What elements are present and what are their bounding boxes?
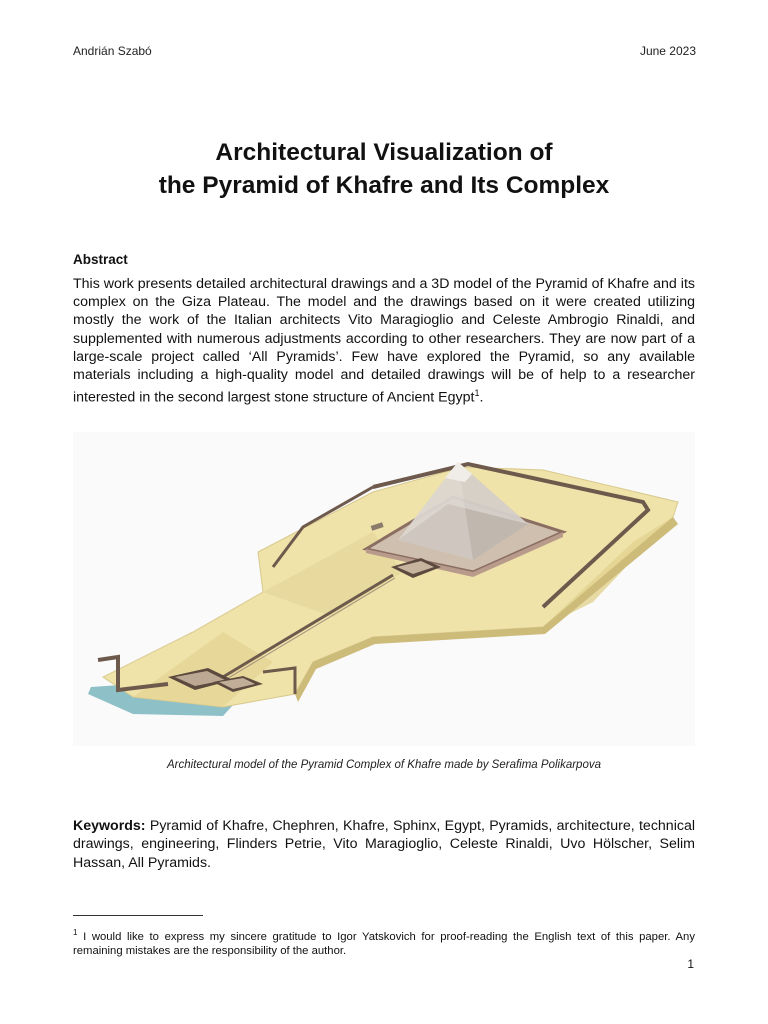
abstract-heading: Abstract [73,252,128,267]
figure-caption: Architectural model of the Pyramid Complex of Khafre made by Serafima Polikarpova [166,759,601,771]
footnote [73,926,695,958]
footnote-marker: 1 [73,928,78,937]
keywords-paragraph [73,817,695,872]
footnote-rule [73,915,203,916]
title-line-1: Architectural Visualization of [215,139,553,166]
keywords-text: Pyramid of Khafre, Chephren, Khafre, Sphinx, Egypt, Pyramids, architecture, technical drawings, engineering, Flinders Petrie, Vito Maragioglio, Celeste Rinaldi, Uvo Hölscher, Selim Hassan, All Pyramids. [73,818,695,871]
footnote-text: I would like to express my sincere gratitude to Igor Yatskovich for proof-reading the English text of this paper. Any remaining mistakes are the responsibility of the author. [73,930,695,957]
title-line-2: the Pyramid of Khafre and Its Complex [158,172,610,199]
page-number: 1 [687,957,694,971]
pyramid-complex-model [73,432,695,746]
pyramid-complex-figure [73,432,695,746]
abstract-text: This work presents detailed architectural drawings and a 3D model of the Pyramid of Khafre and its complex on the Giza Plateau. The model and the drawings based on it were created utilizing mostly the work of the Italian architects Vito Maragioglio and Celeste Ambrogio Rinaldi, and supplemented with numerous adjustments according to other researchers. They are now part of a large-scale project called ‘All Pyramids’. Few have explored the Pyramid, so any available materials including a high-quality model and detailed drawings will be of help to a researcher interested in the second largest stone structure of Ancient Egypt [73,276,695,406]
header-author: Andrián Szabó [73,44,152,58]
abstract-end: . [479,389,484,406]
keywords-label: Keywords: [73,818,146,834]
footnote-ref[interactable]: 1 [474,388,480,399]
abstract-body [73,275,695,407]
header-date: June 2023 [639,44,696,58]
paper-title [0,136,768,202]
